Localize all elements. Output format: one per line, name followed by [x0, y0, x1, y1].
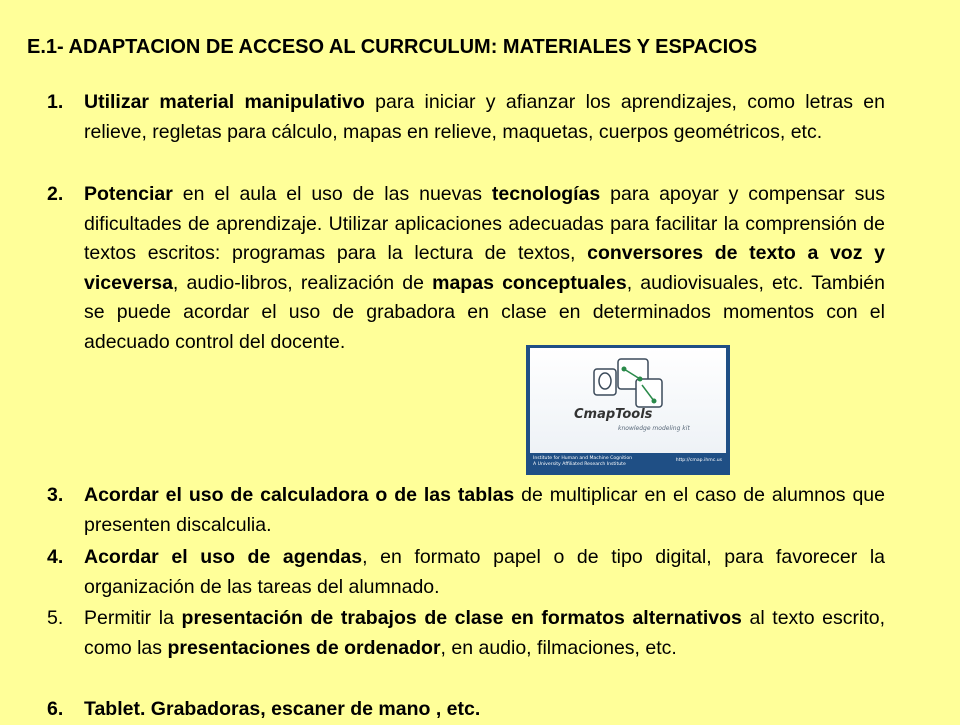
- list-item-number: 4.: [47, 546, 64, 568]
- text-run: , audio-libros, realización de: [172, 271, 433, 294]
- list-item-1: [47, 88, 885, 147]
- institution-line-1: Institute for Human and Machine Cognition: [533, 456, 633, 461]
- list-item-3: [47, 481, 885, 540]
- list-item-5: [47, 604, 885, 663]
- list-item-2: [47, 180, 885, 357]
- list-item-text: [84, 695, 885, 725]
- bold-text: mapas conceptuales: [432, 271, 627, 294]
- list-item-text: [84, 543, 885, 602]
- bold-text: tecnologías: [491, 183, 601, 205]
- cmaptools-url: http://cmap.ihmc.us: [675, 458, 722, 463]
- text-run: para iniciar y afianzar los aprendizajes, como letras en relieve, regletas para cálculo, mapas en relieve, maquetas, cuerpos geométricos, etc.: [84, 91, 885, 143]
- list-item-number: 5.: [47, 607, 64, 629]
- text-run: en el aula el uso de las nuevas: [172, 183, 492, 205]
- bold-text: presentaciones de ordenador: [167, 636, 441, 659]
- text-run: para apoyar y compensar sus dificultades de aprendizaje. Utilizar aplicaciones adecuadas para facilitar la comprensión de textos escritos: programas para la lectura de textos,: [84, 183, 885, 264]
- list-item-text: [84, 481, 885, 540]
- list-item-number: 2.: [47, 183, 64, 205]
- bold-text: presentación de trabajos de clase en formatos alternativos: [181, 607, 742, 629]
- text-run: de multiplicar en el caso de alumnos que presenten discalculia.: [84, 484, 885, 536]
- cmaptools-logo: CmapTools: [574, 407, 653, 422]
- list-item-4: [47, 543, 885, 602]
- bold-text: Acordar el uso de calculadora o de las tablas: [84, 484, 515, 506]
- bold-text: Acordar el uso de agendas: [84, 546, 363, 568]
- bold-text: Utilizar material manipulativo: [84, 91, 365, 113]
- bold-text: conversores de texto a voz y viceversa: [84, 242, 885, 294]
- bold-text: Potenciar: [84, 183, 173, 205]
- list-item-number: 1.: [47, 91, 64, 113]
- cmaptools-image: [526, 345, 730, 475]
- list-item-text: [84, 88, 885, 147]
- list-item-text: [84, 180, 885, 357]
- text-run: , en audio, filmaciones, etc.: [440, 636, 677, 659]
- page-title: E.1- ADAPTACION DE ACCESO AL CURRCULUM: MATERIALES Y ESPACIOS: [27, 36, 758, 58]
- cmaptools-institution: [533, 456, 643, 468]
- list-item-text: [84, 604, 885, 663]
- text-run: , en formato papel o de tipo digital, para favorecer la organización de las tareas del alumnado.: [84, 546, 886, 598]
- text-run: Permitir la: [84, 607, 182, 629]
- list-item-number: 6.: [47, 698, 64, 720]
- list-item-6: [47, 695, 885, 725]
- text-run: , audiovisuales, etc. También se puede acordar el uso de grabadora en clase en determinados momentos con el adecuado control del docente.: [84, 271, 885, 353]
- list-item-number: 3.: [47, 484, 64, 506]
- bold-text: Tablet. Grabadoras, escaner de mano , etc.: [84, 698, 481, 720]
- institution-line-2: A University Affiliated Research Institute: [533, 462, 626, 467]
- cmaptools-tagline: knowledge modeling kit: [618, 425, 690, 432]
- text-run: al texto escrito, como las: [84, 607, 885, 659]
- concept-map-icon: [588, 355, 668, 415]
